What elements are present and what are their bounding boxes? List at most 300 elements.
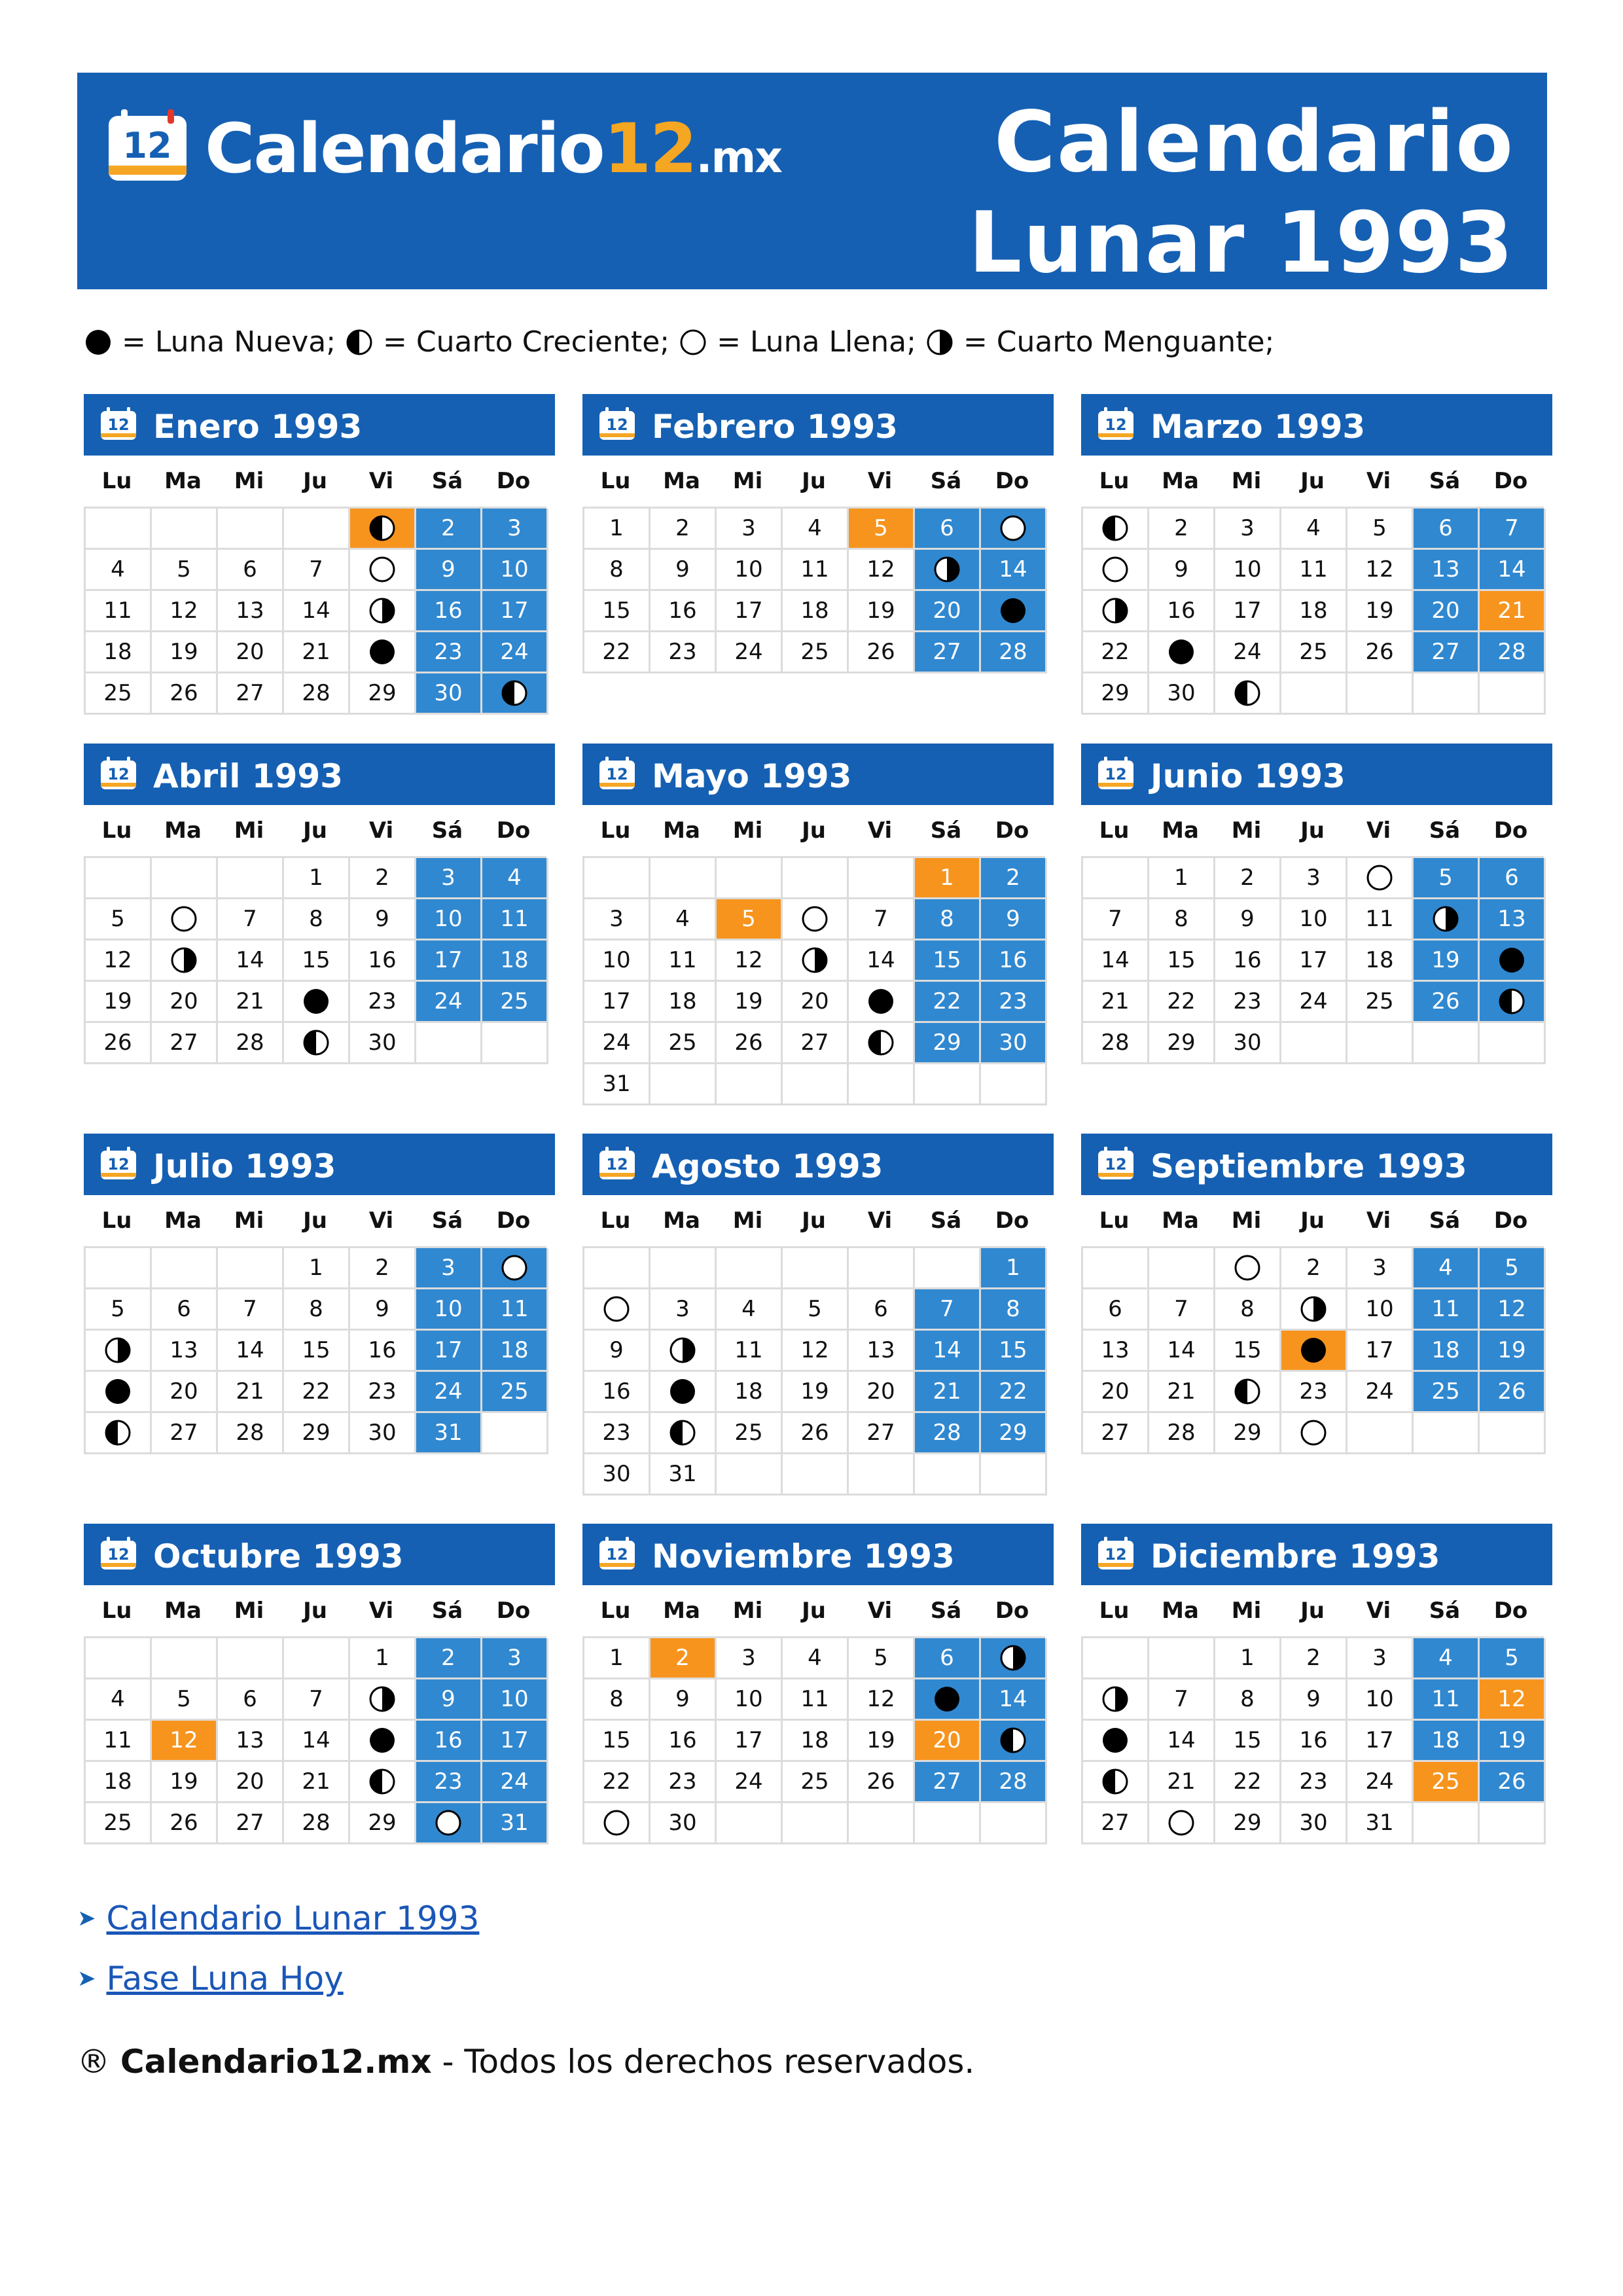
day-cell[interactable]	[350, 1248, 416, 1289]
day-cell[interactable]	[416, 1679, 482, 1721]
day-cell[interactable]	[584, 1372, 651, 1413]
day-cell[interactable]	[1414, 1331, 1480, 1372]
day-cell[interactable]	[981, 1413, 1047, 1454]
day-cell[interactable]	[981, 858, 1047, 899]
day-cell[interactable]	[915, 632, 981, 673]
day-cell[interactable]	[1347, 1803, 1414, 1844]
day-cell[interactable]	[981, 1762, 1047, 1803]
day-cell[interactable]	[86, 899, 152, 941]
day-cell[interactable]	[915, 899, 981, 941]
day-cell[interactable]	[1149, 1803, 1215, 1844]
day-cell[interactable]	[783, 1762, 849, 1803]
day-cell[interactable]	[416, 899, 482, 941]
day-cell[interactable]	[416, 1331, 482, 1372]
day-cell[interactable]	[86, 1762, 152, 1803]
day-cell[interactable]	[218, 1413, 284, 1454]
day-cell[interactable]	[350, 941, 416, 982]
day-cell[interactable]	[1414, 1372, 1480, 1413]
day-cell[interactable]	[1083, 509, 1149, 550]
day-cell[interactable]	[482, 591, 548, 632]
day-cell[interactable]	[86, 1721, 152, 1762]
day-cell[interactable]	[981, 941, 1047, 982]
day-cell[interactable]	[416, 1413, 482, 1454]
day-cell[interactable]	[152, 591, 218, 632]
day-cell[interactable]	[1347, 982, 1414, 1023]
day-cell[interactable]	[152, 1023, 218, 1064]
day-cell[interactable]	[1149, 550, 1215, 591]
day-cell[interactable]	[717, 632, 783, 673]
day-cell[interactable]	[152, 1803, 218, 1844]
day-cell[interactable]	[482, 1289, 548, 1331]
day-cell[interactable]	[86, 550, 152, 591]
day-cell[interactable]	[915, 982, 981, 1023]
day-cell[interactable]	[584, 941, 651, 982]
day-cell[interactable]	[783, 1372, 849, 1413]
day-cell[interactable]	[1347, 591, 1414, 632]
day-cell[interactable]	[584, 1064, 651, 1105]
day-cell[interactable]	[1414, 858, 1480, 899]
day-cell[interactable]	[350, 1289, 416, 1331]
day-cell[interactable]	[416, 1372, 482, 1413]
day-cell[interactable]	[1149, 1413, 1215, 1454]
day-cell[interactable]	[218, 673, 284, 715]
day-cell[interactable]	[783, 1638, 849, 1679]
day-cell[interactable]	[350, 1331, 416, 1372]
day-cell[interactable]	[717, 1679, 783, 1721]
day-cell[interactable]	[849, 591, 915, 632]
day-cell[interactable]	[1215, 1638, 1281, 1679]
day-cell[interactable]	[1215, 982, 1281, 1023]
day-cell[interactable]	[152, 1413, 218, 1454]
day-cell[interactable]	[1281, 941, 1347, 982]
day-cell[interactable]	[416, 982, 482, 1023]
day-cell[interactable]	[584, 1454, 651, 1496]
day-cell[interactable]	[717, 1331, 783, 1372]
day-cell[interactable]	[1215, 591, 1281, 632]
day-cell[interactable]	[1414, 1721, 1480, 1762]
day-cell[interactable]	[981, 550, 1047, 591]
day-cell[interactable]	[1281, 1721, 1347, 1762]
day-cell[interactable]	[915, 858, 981, 899]
day-cell[interactable]	[915, 1023, 981, 1064]
day-cell[interactable]	[1083, 1372, 1149, 1413]
day-cell[interactable]	[1281, 1638, 1347, 1679]
day-cell[interactable]	[350, 591, 416, 632]
day-cell[interactable]	[1149, 982, 1215, 1023]
day-cell[interactable]	[981, 1023, 1047, 1064]
day-cell[interactable]	[1281, 1803, 1347, 1844]
day-cell[interactable]	[584, 1638, 651, 1679]
day-cell[interactable]	[1281, 1248, 1347, 1289]
day-cell[interactable]	[284, 1413, 350, 1454]
day-cell[interactable]	[86, 1803, 152, 1844]
day-cell[interactable]	[1347, 1248, 1414, 1289]
day-cell[interactable]	[1215, 1023, 1281, 1064]
day-cell[interactable]	[1347, 1372, 1414, 1413]
day-cell[interactable]	[651, 1413, 717, 1454]
day-cell[interactable]	[1480, 509, 1546, 550]
day-cell[interactable]	[284, 982, 350, 1023]
day-cell[interactable]	[584, 1803, 651, 1844]
day-cell[interactable]	[1347, 550, 1414, 591]
day-cell[interactable]	[783, 982, 849, 1023]
day-cell[interactable]	[1083, 1679, 1149, 1721]
day-cell[interactable]	[1083, 1413, 1149, 1454]
day-cell[interactable]	[350, 673, 416, 715]
day-cell[interactable]	[1480, 1248, 1546, 1289]
day-cell[interactable]	[783, 550, 849, 591]
day-cell[interactable]	[1215, 858, 1281, 899]
day-cell[interactable]	[416, 1762, 482, 1803]
day-cell[interactable]	[152, 1762, 218, 1803]
day-cell[interactable]	[1083, 1023, 1149, 1064]
day-cell[interactable]	[218, 1679, 284, 1721]
day-cell[interactable]	[86, 1023, 152, 1064]
day-cell[interactable]	[350, 982, 416, 1023]
day-cell[interactable]	[783, 1331, 849, 1372]
day-cell[interactable]	[482, 858, 548, 899]
day-cell[interactable]	[1281, 1762, 1347, 1803]
day-cell[interactable]	[1347, 1638, 1414, 1679]
day-cell[interactable]	[416, 858, 482, 899]
day-cell[interactable]	[416, 941, 482, 982]
day-cell[interactable]	[284, 1023, 350, 1064]
day-cell[interactable]	[1215, 673, 1281, 715]
day-cell[interactable]	[1414, 1289, 1480, 1331]
day-cell[interactable]	[783, 899, 849, 941]
day-cell[interactable]	[717, 509, 783, 550]
day-cell[interactable]	[1281, 1331, 1347, 1372]
day-cell[interactable]	[482, 1721, 548, 1762]
day-cell[interactable]	[915, 1721, 981, 1762]
day-cell[interactable]	[651, 1721, 717, 1762]
day-cell[interactable]	[584, 1413, 651, 1454]
day-cell[interactable]	[350, 1803, 416, 1844]
day-cell[interactable]	[783, 509, 849, 550]
day-cell[interactable]	[1149, 1721, 1215, 1762]
day-cell[interactable]	[1281, 899, 1347, 941]
day-cell[interactable]	[1149, 1679, 1215, 1721]
day-cell[interactable]	[482, 1372, 548, 1413]
day-cell[interactable]	[717, 1289, 783, 1331]
day-cell[interactable]	[152, 982, 218, 1023]
day-cell[interactable]	[284, 673, 350, 715]
day-cell[interactable]	[651, 1638, 717, 1679]
day-cell[interactable]	[86, 632, 152, 673]
day-cell[interactable]	[584, 982, 651, 1023]
day-cell[interactable]	[284, 1721, 350, 1762]
day-cell[interactable]	[915, 1413, 981, 1454]
day-cell[interactable]	[416, 591, 482, 632]
day-cell[interactable]	[350, 1721, 416, 1762]
day-cell[interactable]	[717, 550, 783, 591]
day-cell[interactable]	[849, 1289, 915, 1331]
day-cell[interactable]	[717, 941, 783, 982]
day-cell[interactable]	[915, 1331, 981, 1372]
day-cell[interactable]	[152, 1721, 218, 1762]
day-cell[interactable]	[1347, 1679, 1414, 1721]
day-cell[interactable]	[482, 899, 548, 941]
day-cell[interactable]	[482, 673, 548, 715]
day-cell[interactable]	[1480, 632, 1546, 673]
day-cell[interactable]	[1083, 899, 1149, 941]
day-cell[interactable]	[1347, 1721, 1414, 1762]
day-cell[interactable]	[86, 1372, 152, 1413]
day-cell[interactable]	[416, 509, 482, 550]
day-cell[interactable]	[981, 591, 1047, 632]
day-cell[interactable]	[981, 632, 1047, 673]
day-cell[interactable]	[1215, 1413, 1281, 1454]
day-cell[interactable]	[284, 1331, 350, 1372]
day-cell[interactable]	[218, 632, 284, 673]
day-cell[interactable]	[284, 591, 350, 632]
day-cell[interactable]	[849, 1372, 915, 1413]
day-cell[interactable]	[584, 632, 651, 673]
day-cell[interactable]	[915, 591, 981, 632]
day-cell[interactable]	[1083, 1803, 1149, 1844]
day-cell[interactable]	[1480, 1721, 1546, 1762]
day-cell[interactable]	[849, 632, 915, 673]
day-cell[interactable]	[1281, 1413, 1347, 1454]
day-cell[interactable]	[1083, 941, 1149, 982]
day-cell[interactable]	[1414, 591, 1480, 632]
day-cell[interactable]	[717, 1638, 783, 1679]
day-cell[interactable]	[1480, 858, 1546, 899]
day-cell[interactable]	[1281, 509, 1347, 550]
day-cell[interactable]	[1347, 899, 1414, 941]
day-cell[interactable]	[1480, 982, 1546, 1023]
day-cell[interactable]	[1215, 899, 1281, 941]
day-cell[interactable]	[218, 1803, 284, 1844]
day-cell[interactable]	[152, 673, 218, 715]
day-cell[interactable]	[1281, 1679, 1347, 1721]
day-cell[interactable]	[1215, 632, 1281, 673]
day-cell[interactable]	[1215, 1331, 1281, 1372]
day-cell[interactable]	[1149, 941, 1215, 982]
day-cell[interactable]	[915, 1762, 981, 1803]
brand-logo-text[interactable]	[205, 109, 781, 188]
day-cell[interactable]	[783, 1413, 849, 1454]
day-cell[interactable]	[915, 1289, 981, 1331]
day-cell[interactable]	[86, 941, 152, 982]
day-cell[interactable]	[1414, 632, 1480, 673]
day-cell[interactable]	[1149, 632, 1215, 673]
day-cell[interactable]	[1215, 550, 1281, 591]
day-cell[interactable]	[1480, 1638, 1546, 1679]
day-cell[interactable]	[482, 632, 548, 673]
day-cell[interactable]	[849, 1721, 915, 1762]
day-cell[interactable]	[651, 1331, 717, 1372]
calendario-lunar-link[interactable]: Calendario Lunar 1993	[106, 1899, 480, 1937]
day-cell[interactable]	[482, 509, 548, 550]
day-cell[interactable]	[416, 673, 482, 715]
day-cell[interactable]	[915, 509, 981, 550]
day-cell[interactable]	[981, 509, 1047, 550]
day-cell[interactable]	[284, 1289, 350, 1331]
day-cell[interactable]	[1414, 1762, 1480, 1803]
day-cell[interactable]	[152, 550, 218, 591]
day-cell[interactable]	[1215, 1289, 1281, 1331]
day-cell[interactable]	[717, 899, 783, 941]
fase-luna-hoy-link[interactable]: Fase Luna Hoy	[106, 1960, 344, 1998]
day-cell[interactable]	[1347, 858, 1414, 899]
day-cell[interactable]	[1480, 899, 1546, 941]
day-cell[interactable]	[1083, 1721, 1149, 1762]
day-cell[interactable]	[350, 1023, 416, 1064]
day-cell[interactable]	[1149, 1289, 1215, 1331]
day-cell[interactable]	[1083, 550, 1149, 591]
day-cell[interactable]	[86, 982, 152, 1023]
day-cell[interactable]	[1149, 591, 1215, 632]
day-cell[interactable]	[651, 1679, 717, 1721]
day-cell[interactable]	[651, 1289, 717, 1331]
day-cell[interactable]	[783, 1679, 849, 1721]
day-cell[interactable]	[218, 1372, 284, 1413]
day-cell[interactable]	[152, 941, 218, 982]
day-cell[interactable]	[1347, 632, 1414, 673]
day-cell[interactable]	[482, 1638, 548, 1679]
day-cell[interactable]	[1083, 673, 1149, 715]
day-cell[interactable]	[849, 899, 915, 941]
day-cell[interactable]	[1215, 1372, 1281, 1413]
day-cell[interactable]	[651, 899, 717, 941]
day-cell[interactable]	[783, 1721, 849, 1762]
day-cell[interactable]	[981, 1289, 1047, 1331]
day-cell[interactable]	[1480, 591, 1546, 632]
day-cell[interactable]	[1083, 1762, 1149, 1803]
day-cell[interactable]	[350, 1413, 416, 1454]
day-cell[interactable]	[1083, 632, 1149, 673]
day-cell[interactable]	[1347, 509, 1414, 550]
day-cell[interactable]	[1215, 1762, 1281, 1803]
day-cell[interactable]	[849, 941, 915, 982]
day-cell[interactable]	[651, 982, 717, 1023]
day-cell[interactable]	[1414, 1638, 1480, 1679]
day-cell[interactable]	[284, 1248, 350, 1289]
day-cell[interactable]	[1480, 941, 1546, 982]
day-cell[interactable]	[717, 1372, 783, 1413]
day-cell[interactable]	[284, 550, 350, 591]
day-cell[interactable]	[482, 1762, 548, 1803]
day-cell[interactable]	[284, 1679, 350, 1721]
day-cell[interactable]	[849, 1023, 915, 1064]
day-cell[interactable]	[416, 1803, 482, 1844]
day-cell[interactable]	[651, 632, 717, 673]
day-cell[interactable]	[1215, 1721, 1281, 1762]
day-cell[interactable]	[482, 941, 548, 982]
day-cell[interactable]	[284, 1372, 350, 1413]
day-cell[interactable]	[218, 941, 284, 982]
day-cell[interactable]	[218, 1762, 284, 1803]
day-cell[interactable]	[849, 1638, 915, 1679]
day-cell[interactable]	[416, 550, 482, 591]
day-cell[interactable]	[350, 1638, 416, 1679]
day-cell[interactable]	[717, 1721, 783, 1762]
day-cell[interactable]	[849, 509, 915, 550]
day-cell[interactable]	[218, 982, 284, 1023]
day-cell[interactable]	[1347, 941, 1414, 982]
day-cell[interactable]	[584, 1289, 651, 1331]
day-cell[interactable]	[783, 941, 849, 982]
day-cell[interactable]	[783, 591, 849, 632]
day-cell[interactable]	[284, 941, 350, 982]
day-cell[interactable]	[218, 550, 284, 591]
day-cell[interactable]	[1414, 899, 1480, 941]
day-cell[interactable]	[152, 1372, 218, 1413]
day-cell[interactable]	[482, 1248, 548, 1289]
day-cell[interactable]	[1480, 1762, 1546, 1803]
day-cell[interactable]	[1347, 1762, 1414, 1803]
day-cell[interactable]	[584, 899, 651, 941]
day-cell[interactable]	[981, 1331, 1047, 1372]
day-cell[interactable]	[783, 1289, 849, 1331]
day-cell[interactable]	[1149, 509, 1215, 550]
day-cell[interactable]	[1083, 1289, 1149, 1331]
day-cell[interactable]	[1414, 1679, 1480, 1721]
day-cell[interactable]	[152, 1331, 218, 1372]
day-cell[interactable]	[915, 941, 981, 982]
day-cell[interactable]	[152, 899, 218, 941]
day-cell[interactable]	[1281, 632, 1347, 673]
day-cell[interactable]	[1149, 899, 1215, 941]
day-cell[interactable]	[350, 632, 416, 673]
day-cell[interactable]	[482, 1803, 548, 1844]
day-cell[interactable]	[651, 1372, 717, 1413]
day-cell[interactable]	[1149, 1372, 1215, 1413]
day-cell[interactable]	[152, 632, 218, 673]
day-cell[interactable]	[1480, 1331, 1546, 1372]
day-cell[interactable]	[783, 632, 849, 673]
day-cell[interactable]	[416, 632, 482, 673]
day-cell[interactable]	[350, 899, 416, 941]
day-cell[interactable]	[1281, 1289, 1347, 1331]
day-cell[interactable]	[584, 550, 651, 591]
day-cell[interactable]	[717, 982, 783, 1023]
day-cell[interactable]	[584, 1679, 651, 1721]
day-cell[interactable]	[584, 1721, 651, 1762]
day-cell[interactable]	[584, 1023, 651, 1064]
day-cell[interactable]	[717, 1023, 783, 1064]
day-cell[interactable]	[849, 1762, 915, 1803]
day-cell[interactable]	[717, 1762, 783, 1803]
day-cell[interactable]	[849, 982, 915, 1023]
day-cell[interactable]	[1480, 1372, 1546, 1413]
day-cell[interactable]	[915, 1679, 981, 1721]
day-cell[interactable]	[416, 1638, 482, 1679]
day-cell[interactable]	[981, 1679, 1047, 1721]
day-cell[interactable]	[86, 591, 152, 632]
day-cell[interactable]	[1149, 673, 1215, 715]
day-cell[interactable]	[1215, 1679, 1281, 1721]
day-cell[interactable]	[482, 1331, 548, 1372]
day-cell[interactable]	[152, 1289, 218, 1331]
day-cell[interactable]	[651, 941, 717, 982]
day-cell[interactable]	[284, 1803, 350, 1844]
day-cell[interactable]	[651, 1762, 717, 1803]
day-cell[interactable]	[717, 1413, 783, 1454]
day-cell[interactable]	[1480, 1289, 1546, 1331]
day-cell[interactable]	[651, 550, 717, 591]
day-cell[interactable]	[1414, 509, 1480, 550]
day-cell[interactable]	[651, 1023, 717, 1064]
day-cell[interactable]	[915, 1372, 981, 1413]
day-cell[interactable]	[915, 1638, 981, 1679]
day-cell[interactable]	[1414, 1248, 1480, 1289]
day-cell[interactable]	[651, 1454, 717, 1496]
day-cell[interactable]	[849, 1413, 915, 1454]
day-cell[interactable]	[86, 673, 152, 715]
day-cell[interactable]	[651, 591, 717, 632]
